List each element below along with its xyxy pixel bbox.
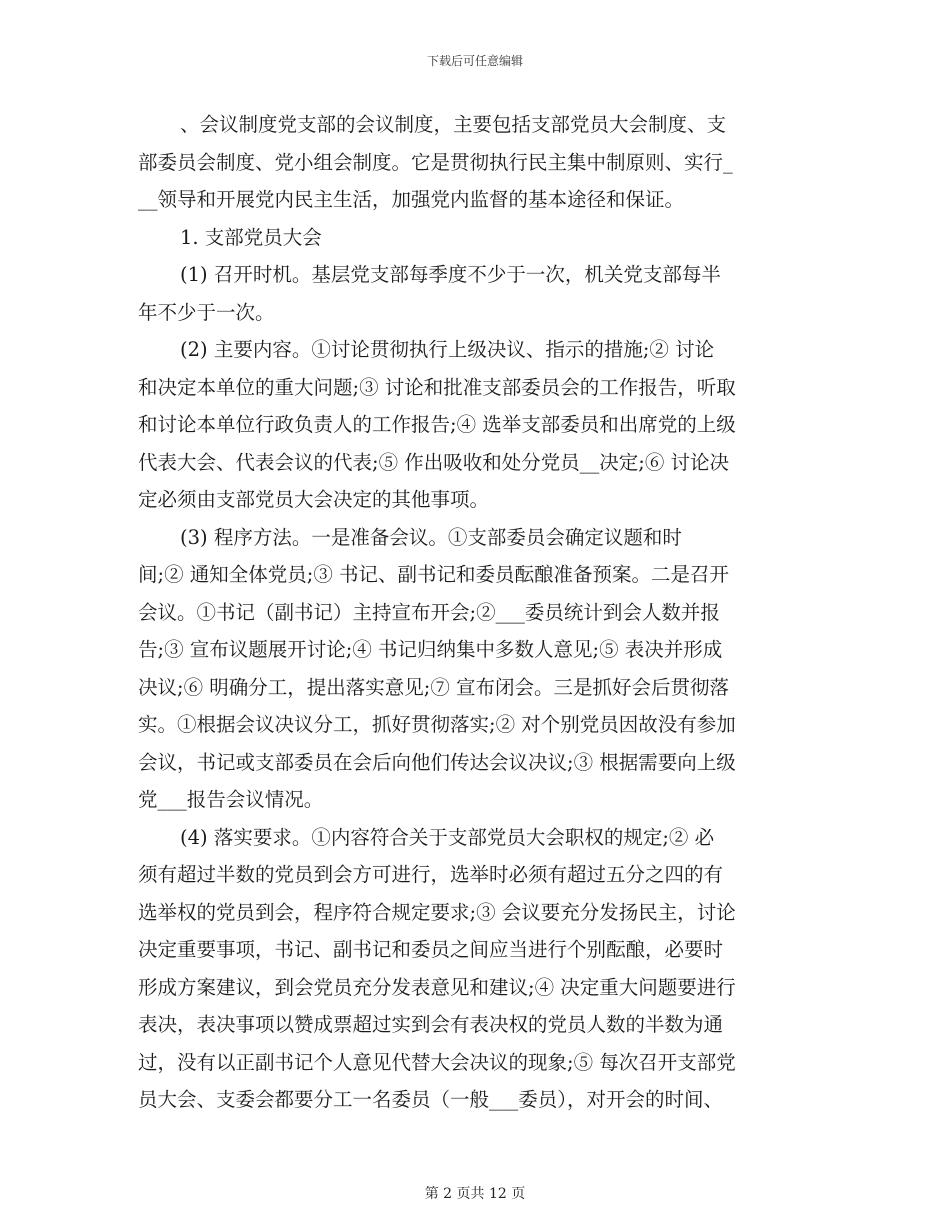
paragraph-line: 过，没有以正副书记个人意见代替大会决议的现象;⑤ 每次召开支部党 bbox=[138, 1050, 736, 1074]
page-header: 下载后可任意编辑 bbox=[426, 54, 523, 68]
section-heading: 1. 支部党员大会 bbox=[180, 225, 322, 249]
paragraph-line: 部委员会制度、党小组会制度。它是贯彻执行民主集中制原则、实行_ bbox=[138, 150, 733, 174]
paragraph-line: 会议。①书记（副书记）主持宣布开会;②___委员统计到会人数并报 bbox=[138, 600, 720, 624]
paragraph-line: 和决定本单位的重大问题;③ 讨论和批准支部委员会的工作报告，听取 bbox=[138, 375, 736, 399]
paragraph-line: 表决，表决事项以赞成票超过实到会有表决权的党员人数的半数为通 bbox=[138, 1013, 724, 1036]
paragraph-line: 会议，书记或支部委员在会后向他们传达会议决议;③ 根据需要向上级 bbox=[138, 750, 736, 774]
paragraph-line: 实。①根据会议决议分工，抓好贯彻落实;② 对个别党员因故没有参加 bbox=[138, 713, 736, 736]
paragraph-line: 党___报告会议情况。 bbox=[138, 788, 324, 811]
paragraph-line: 须有超过半数的党员到会方可进行，选举时必须有超过五分之四的有 bbox=[138, 863, 724, 886]
paragraph-line: 选举权的党员到会，程序符合规定要求;③ 会议要充分发扬民主，讨论 bbox=[138, 900, 736, 924]
paragraph-line: 决议;⑥ 明确分工，提出落实意见;⑦ 宣布闭会。三是抓好会后贯彻落 bbox=[138, 675, 730, 699]
paragraph-line: 和讨论本单位行政负责人的工作报告;④ 选举支部委员和出席党的上级 bbox=[138, 413, 736, 436]
paragraph-line: 形成方案建议，到会党员充分发表意见和建议;④ 决定重大问题要进行 bbox=[138, 975, 736, 999]
paragraph-line: 告;③ 宣布议题展开讨论;④ 书记归纳集中多数人意见;⑤ 表决并形成 bbox=[138, 638, 723, 661]
paragraph-line: __领导和开展党内民主生活，加强党内监督的基本途径和保证。 bbox=[138, 188, 685, 211]
paragraph-line: 员大会、支委会都要分工一名委员（一般___委员），对开会的时间、 bbox=[138, 1088, 724, 1111]
paragraph-line: 定必须由支部党员大会决定的其他事项。 bbox=[138, 488, 490, 511]
paragraph-line: 决定重要事项，书记、副书记和委员之间应当进行个别酝酿，必要时 bbox=[138, 938, 724, 961]
page-number-footer: 第 2 页共 12 页 bbox=[424, 1186, 526, 1202]
paragraph-line: 年不少于一次。 bbox=[138, 300, 275, 324]
paragraph-line: 间;② 通知全体党员;③ 书记、副书记和委员酝酿准备预案。二是召开 bbox=[138, 563, 730, 586]
paragraph-line: (3) 程序方法。一是准备会议。①支部委员会确定议题和时 bbox=[180, 525, 682, 549]
paragraph-line: 、会议制度党支部的会议制度，主要包括支部党员大会制度、支 bbox=[180, 113, 727, 136]
paragraph-line: (1) 召开时机。基层党支部每季度不少于一次，机关党支部每半 bbox=[180, 263, 721, 286]
paragraph-line: (2) 主要内容。①讨论贯彻执行上级决议、指示的措施;② 讨论 bbox=[180, 338, 715, 361]
document-body bbox=[138, 106, 810, 1119]
paragraph-line: (4) 落实要求。①内容符合关于支部党员大会职权的规定;② 必 bbox=[180, 825, 715, 849]
paragraph-line: 代表大会、代表会议的代表;⑤ 作出吸收和处分党员__决定;⑥ 讨论决 bbox=[138, 450, 730, 474]
